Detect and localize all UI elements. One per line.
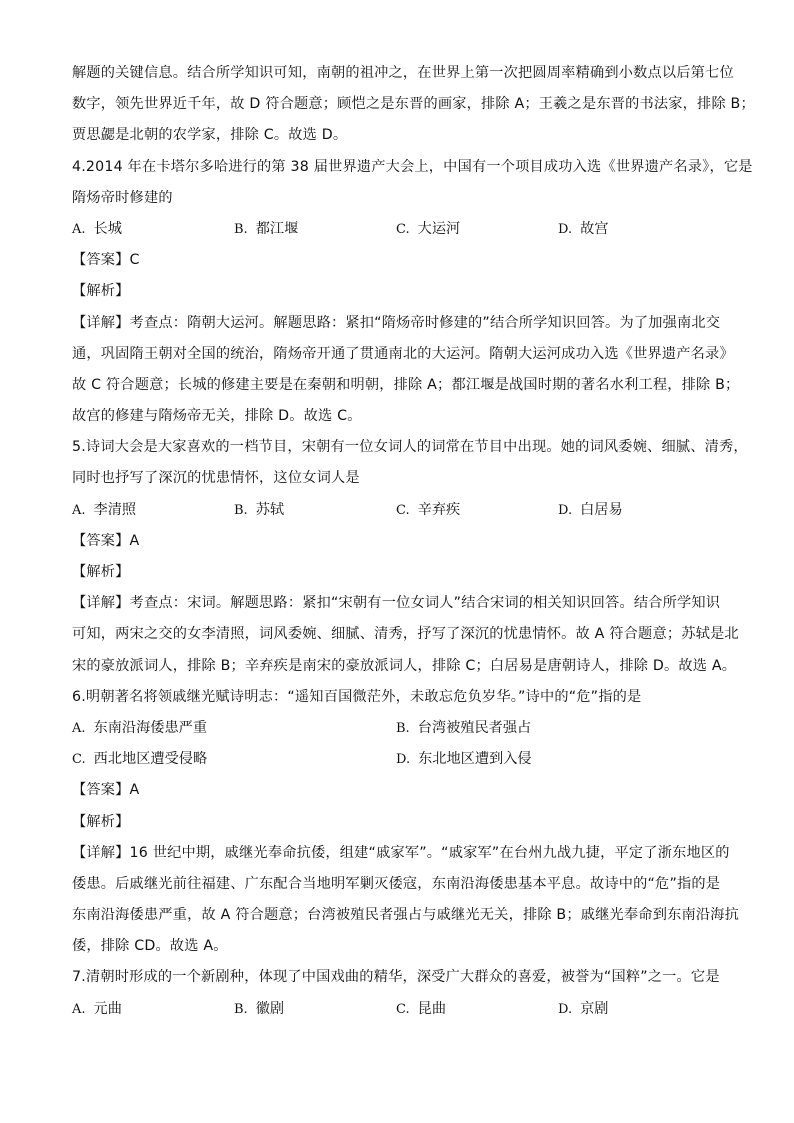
question-4-detail: 故 C 符合题意；长城的修建主要是在秦朝和明朝，排除 A；都江堰是战国时期的著名水利工程，排除 B； xyxy=(72,376,740,393)
question-5-analysis-label: 【解析】 xyxy=(72,564,130,580)
option-d: D. 故宫 xyxy=(558,220,609,237)
question-6-detail: 倭患。后戚继光前往福建、广东配合当地明军剿灭倭寇，东南沿海倭患基本平息。故诗中的“危”指的是 xyxy=(72,875,721,892)
intro-line: 解题的关键信息。结合所学知识可知，南朝的祖冲之，在世界上第一次把圆周率精确到小数点以后第七位 xyxy=(72,65,734,81)
option-b: B. 徽剧 xyxy=(234,1000,285,1017)
question-5-detail: 宋的豪放派词人，排除 B；辛弃疾是南宋的豪放派词人，排除 C；白居易是唐朝诗人，排除 D。故选 A。 xyxy=(72,657,737,674)
question-4-answer: 【答案】C xyxy=(72,252,140,269)
option-c: C. 大运河 xyxy=(396,220,461,237)
question-6-detail: 【详解】16 世纪中期，戚继光奉命抗倭，组建“戚家军”。“戚家军”在台州九战九捷，平定了浙东地区的 xyxy=(72,844,730,861)
option-a: A. 元曲 xyxy=(72,1000,122,1017)
option-b: B. 苏轼 xyxy=(234,501,285,518)
option-a: A. 李清照 xyxy=(72,501,137,518)
question-4-detail: 故宫的修建与隋炀帝无关，排除 D。故选 C。 xyxy=(72,408,362,425)
question-7-stem: 7.清朝时形成的一个新剧种，体现了中国戏曲的精华，深受广大群众的喜爱，被誉为“国粹”之一。它是 xyxy=(72,969,720,986)
question-6-stem: 6.明朝著名将领戚继光赋诗明志：“遥知百国微茫外，未敢忘危负岁华。”诗中的“危”指的是 xyxy=(72,688,642,705)
option-a: A. 长城 xyxy=(72,220,122,237)
intro-line: 贾思勰是北朝的农学家，排除 C。故选 D。 xyxy=(72,127,348,144)
option-b: B. 台湾被殖民者强占 xyxy=(396,719,532,736)
question-5-detail: 可知，两宋之交的女李清照，词风委婉、细腻、清秀，抒写了深沉的忧患情怀。故 A 符合题意；苏轼是北 xyxy=(72,626,739,643)
question-4-stem: 4.2014 年在卡塔尔多哈进行的第 38 届世界遗产大会上，中国有一个项目成功入选《世界遗产名录》，它是 xyxy=(72,158,753,175)
option-c: C. 昆曲 xyxy=(396,1000,447,1017)
question-4-options xyxy=(72,214,722,245)
intro-line: 数字，领先世界近千年，故 D 符合题意；顾恺之是东晋的画家，排除 A；王羲之是东晋的书法家，排除 B； xyxy=(72,96,755,113)
question-4-detail: 通，巩固隋王朝对全国的统治，隋炀帝开通了贯通南北的大运河。隋朝大运河成功入选《世界遗产名录》 xyxy=(72,345,734,362)
option-d: D. 东北地区遭到入侵 xyxy=(396,751,532,768)
question-6-analysis-label: 【解析】 xyxy=(72,813,130,830)
question-5-stem: 同时也抒写了深沉的忧患情怀，这位女词人是 xyxy=(72,470,360,487)
question-5-options xyxy=(72,495,722,526)
question-4-analysis-label: 【解析】 xyxy=(72,283,130,300)
option-a: A. 东南沿海倭患严重 xyxy=(72,719,208,736)
question-6-answer: 【答案】A xyxy=(72,782,140,799)
option-c: C. 辛弃疾 xyxy=(396,501,461,518)
option-b: B. 都江堰 xyxy=(234,220,299,237)
question-5-detail: 【详解】考查点：宋词。解题思路：紧扣“宋朝有一位女词人”结合宋词的相关知识回答。结合所学知识 xyxy=(72,595,721,612)
question-5-stem: 5.诗词大会是大家喜欢的一档节目，宋朝有一位女词人的词常在节目中出现。她的词风委婉、细腻、清秀， xyxy=(72,439,748,456)
question-5-answer: 【答案】A xyxy=(72,532,140,549)
option-c: C. 西北地区遭受侵略 xyxy=(72,751,208,768)
option-d: D. 京剧 xyxy=(558,1000,609,1017)
option-d: D. 白居易 xyxy=(558,501,623,518)
document-page xyxy=(72,58,755,1025)
question-6-detail: 倭，排除 CD。故选 A。 xyxy=(72,938,228,955)
question-7-options xyxy=(72,994,722,1025)
question-6-detail: 东南沿海倭患严重，故 A 符合题意；台湾被殖民者强占与戚继光无关，排除 B；戚继光奉命到东南沿海抗 xyxy=(72,907,740,924)
question-6-options-row-2 xyxy=(72,744,722,775)
question-4-stem: 隋炀帝时修建的 xyxy=(72,189,173,206)
question-4-detail: 【详解】考查点：隋朝大运河。解题思路：紧扣“隋炀帝时修建的”结合所学知识回答。为了加强南北交 xyxy=(72,314,721,331)
question-6-options-row-1 xyxy=(72,713,722,744)
